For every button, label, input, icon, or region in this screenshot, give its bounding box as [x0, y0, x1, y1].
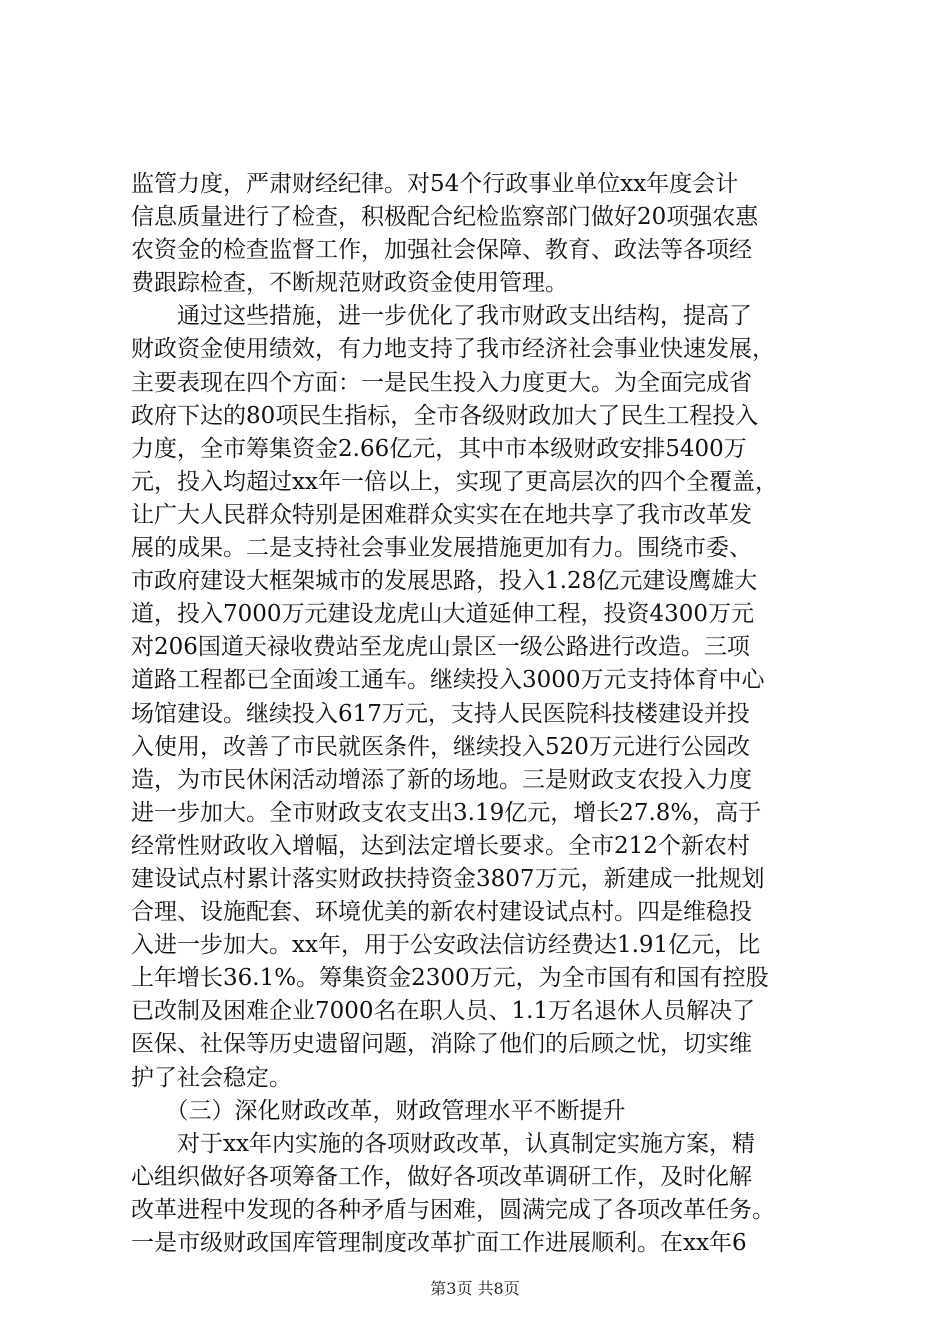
- text-line: 对206国道天禄收费站至龙虎山景区一级公路进行改造。三项: [131, 634, 750, 661]
- text-line: 主要表现在四个方面：一是民生投入力度更大。为全面完成省: [131, 369, 752, 396]
- text-line: 展的成果。二是支持社会事业发展措施更加有力。围绕市委、: [131, 535, 752, 562]
- text-line: 改革进程中发现的各种矛盾与困难，圆满完成了各项改革任务。: [131, 1196, 775, 1223]
- text-line: 上年增长36.1%。筹集资金2300万元，为全市国有和国有控股: [131, 965, 769, 992]
- section-heading: （三）深化财政改革，财政管理水平不断提升: [131, 1097, 626, 1124]
- text-line: 政府下达的80项民生指标，全市各级财政加大了民生工程投入: [131, 402, 759, 429]
- text-line: 元，投入均超过xx年一倍以上，实现了更高层次的四个全覆盖，: [131, 468, 778, 495]
- text-line: 监管力度，严肃财经纪律。对54个行政事业单位xx年度会计: [131, 171, 739, 197]
- text-line: 入使用，改善了市民就医条件，继续投入520万元进行公园改: [131, 733, 750, 760]
- text-line: 道路工程都已全面竣工通车。继续投入3000万元支持体育中心: [131, 667, 765, 694]
- page-number-footer: 第3页 共8页: [430, 1279, 520, 1298]
- text-line: 经常性财政收入增幅，达到法定增长要求。全市212个新农村: [131, 832, 750, 859]
- body-text: [131, 168, 821, 1260]
- text-line: 市政府建设大框架城市的发展思路，投入1.28亿元建设鹰雄大: [131, 568, 758, 595]
- text-line: 费跟踪检查，不断规范财政资金使用管理。: [131, 270, 568, 297]
- text-line: 建设试点村累计落实财政扶持资金3807万元，新建成一批规划: [131, 865, 765, 892]
- text-line: 进一步加大。全市财政支农支出3.19亿元，增长27.8%，高于: [131, 799, 762, 826]
- text-line: 护了社会稳定。: [131, 1064, 292, 1091]
- text-line: 医保、社保等历史遗留问题，消除了他们的后顾之忧，切实维: [131, 1031, 752, 1058]
- text-line: 合理、设施配套、环境优美的新农村建设试点村。四是维稳投: [131, 899, 752, 926]
- text-line: 农资金的检查监督工作，加强社会保障、教育、政法等各项经: [131, 237, 752, 264]
- text-line: 入进一步加大。xx年，用于公安政法信访经费达1.91亿元，比: [131, 932, 761, 959]
- text-line: 对于xx年内实施的各项财政改革，认真制定实施方案，精: [131, 1130, 755, 1157]
- text-line: 造，为市民休闲活动增添了新的场地。三是财政支农投入力度: [131, 766, 752, 793]
- text-line: 力度，全市筹集资金2.66亿元，其中市本级财政安排5400万: [131, 435, 747, 462]
- text-line: 已改制及困难企业7000名在职人员、1.1万名退休人员解决了: [131, 998, 756, 1025]
- text-line: 让广大人民群众特别是困难群众实实在在地共享了我市改革发: [131, 501, 752, 528]
- text-line: 道，投入7000万元建设龙虎山大道延伸工程，投资4300万元: [131, 601, 755, 628]
- text-line: 心组织做好各项筹备工作，做好各项改革调研工作，及时化解: [131, 1163, 752, 1190]
- text-line: 信息质量进行了检查，积极配合纪检监察部门做好20项强农惠: [131, 204, 759, 231]
- text-line: 场馆建设。继续投入617万元，支持人民医院科技楼建设并投: [131, 700, 750, 727]
- text-line: 一是市级财政国库管理制度改革扩面工作进展顺利。在xx年6: [131, 1230, 747, 1256]
- text-line: 通过这些措施，进一步优化了我市财政支出结构，提高了: [131, 303, 752, 330]
- text-line: 财政资金使用绩效，有力地支持了我市经济社会事业快速发展，: [131, 336, 775, 363]
